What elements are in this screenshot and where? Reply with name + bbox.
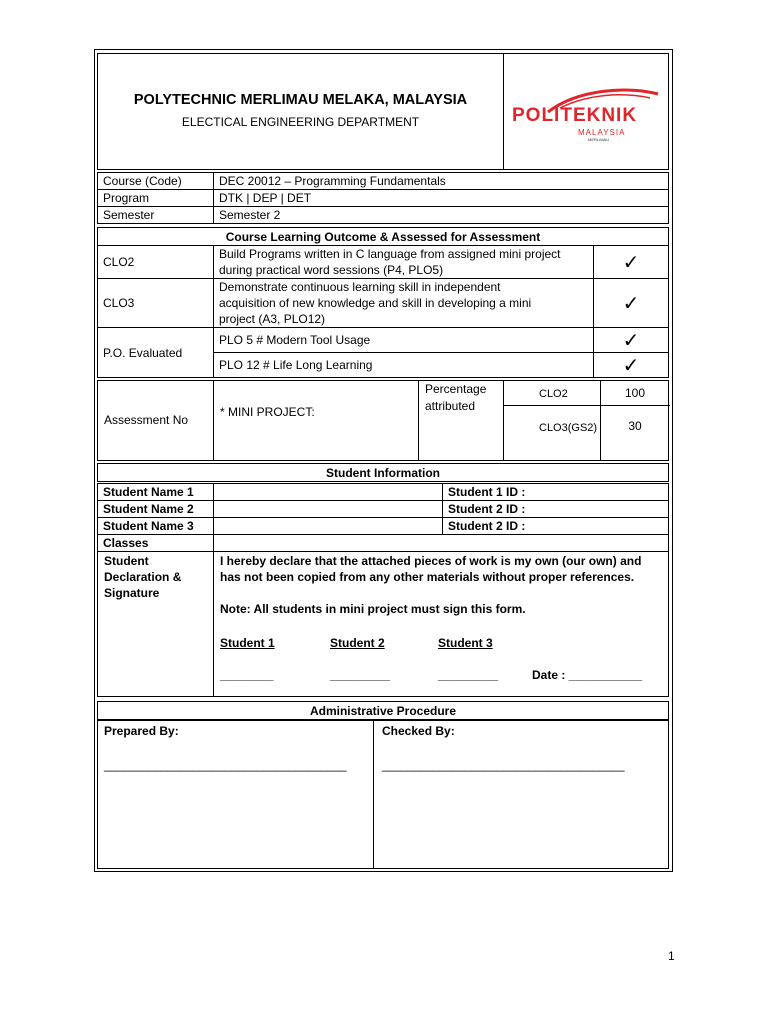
declaration-label-2: Declaration & xyxy=(104,570,182,584)
clo3-text-line1: Demonstrate continuous learning skill in independent xyxy=(219,280,501,294)
student-name-3-field[interactable] xyxy=(214,518,443,535)
course-table xyxy=(97,172,669,224)
declaration-divider xyxy=(213,551,214,696)
signature-line-3[interactable]: _________ xyxy=(438,668,499,682)
checked-by-line[interactable]: ______________________________________ xyxy=(382,758,625,772)
plo12-text: PLO 12 # Life Long Learning xyxy=(214,353,594,378)
date-field[interactable]: Date : ___________ xyxy=(532,668,643,682)
student-2-id-label: Student 2 ID : xyxy=(443,501,669,518)
prepared-by-label: Prepared By: xyxy=(104,724,179,738)
clo2-check-icon: ✓ xyxy=(594,246,669,279)
student-name-2-field[interactable] xyxy=(214,501,443,518)
admin-block xyxy=(97,720,669,869)
program-label: Program xyxy=(98,190,214,207)
assessment-clo2-value: 100 xyxy=(624,386,646,400)
clo3-text-line3: project (A3, PLO12) xyxy=(219,312,326,326)
checked-by-label: Checked By: xyxy=(382,724,455,738)
clo3-label: CLO3 xyxy=(98,279,214,328)
assessment-divider-3 xyxy=(503,381,504,460)
admin-divider xyxy=(373,721,374,868)
header-box xyxy=(97,53,669,170)
student-name-3-label: Student Name 3 xyxy=(98,518,214,535)
assessment-no-label: Assessment No xyxy=(104,413,189,427)
signature-student-3-label: Student 3 xyxy=(438,636,493,650)
signature-student-1-label: Student 1 xyxy=(220,636,275,650)
plo5-check-icon: ✓ xyxy=(594,328,669,353)
signature-line-2[interactable]: _________ xyxy=(330,668,391,682)
classes-label: Classes xyxy=(98,535,214,552)
semester-value: Semester 2 xyxy=(214,207,669,224)
declaration-label-3: Signature xyxy=(104,586,160,600)
clo2-description xyxy=(214,246,594,279)
admin-heading: Administrative Procedure xyxy=(98,702,669,720)
form-frame xyxy=(94,49,673,872)
course-code-label: Course (Code) xyxy=(98,173,214,190)
semester-label: Semester xyxy=(98,207,214,224)
clo2-label: CLO2 xyxy=(98,246,214,279)
clo2-text-line2: during practical word sessions (P4, PLO5) xyxy=(219,263,444,277)
clo-table xyxy=(97,227,669,378)
clo-heading: Course Learning Outcome & Assessed for Assessment xyxy=(98,228,669,246)
admin-table xyxy=(97,701,669,720)
signature-student-2-label: Student 2 xyxy=(330,636,385,650)
student-name-1-label: Student Name 1 xyxy=(98,484,214,501)
declaration-label-1: Student xyxy=(104,554,149,568)
student-1-id-label: Student 1 ID : xyxy=(443,484,669,501)
plo5-text: PLO 5 # Modern Tool Usage xyxy=(214,328,594,353)
student-heading: Student Information xyxy=(98,464,669,482)
assessment-clo3-value: 30 xyxy=(628,419,642,433)
declaration-note: Note: All students in mini project must sign this form. xyxy=(220,602,526,616)
header-divider xyxy=(503,54,504,169)
student-names-table xyxy=(97,483,669,552)
percentage-label-2: attributed xyxy=(425,399,476,413)
logo-sub2: MERLIMAU xyxy=(588,137,610,142)
assessment-clo3-label: CLO3(GS2) xyxy=(539,422,598,434)
department-name: ELECTICAL ENGINEERING DEPARTMENT xyxy=(181,115,420,129)
student-3-id-label: Student 2 ID : xyxy=(443,518,669,535)
logo-brand: POLITEKNIK xyxy=(512,105,638,126)
clo3-check-icon: ✓ xyxy=(594,279,669,328)
clo3-text-line2: acquisition of new knowledge and skill in developing a mini xyxy=(219,296,532,310)
student-table xyxy=(97,463,669,482)
program-value: DTK | DEP | DET xyxy=(214,190,669,207)
plo12-check-icon: ✓ xyxy=(594,353,669,378)
politeknik-logo xyxy=(508,84,666,144)
student-name-2-label: Student Name 2 xyxy=(98,501,214,518)
logo-sub: MALAYSIA xyxy=(578,128,626,137)
clo3-description xyxy=(214,279,594,328)
classes-field[interactable] xyxy=(214,535,669,552)
declaration-text-2: has not been copied from any other materials without proper references. xyxy=(220,570,635,584)
assessment-type: * MINI PROJECT: xyxy=(220,405,315,419)
declaration-text-1: I hereby declare that the attached pieces of work is my own (our own) and xyxy=(220,554,642,568)
page-number: 1 xyxy=(668,949,675,963)
assessment-divider-2 xyxy=(418,381,419,460)
percentage-label-1: Percentage xyxy=(425,382,487,396)
assessment-clo2-label: CLO2 xyxy=(539,388,568,400)
clo2-text-line1: Build Programs written in C language from assigned mini project xyxy=(219,247,561,261)
assessment-divider-1 xyxy=(213,381,214,460)
student-name-1-field[interactable] xyxy=(214,484,443,501)
course-code-value: DEC 20012 – Programming Fundamentals xyxy=(214,173,669,190)
prepared-by-line[interactable]: ______________________________________ xyxy=(104,758,347,772)
institution-name: POLYTECHNIC MERLIMAU MELAKA, MALAYSIA xyxy=(133,92,468,108)
declaration-block xyxy=(97,551,669,697)
po-evaluated-label: P.O. Evaluated xyxy=(98,328,214,378)
assessment-row-divider xyxy=(503,405,670,406)
signature-line-1[interactable]: ________ xyxy=(220,668,274,682)
assessment-block xyxy=(97,380,669,461)
